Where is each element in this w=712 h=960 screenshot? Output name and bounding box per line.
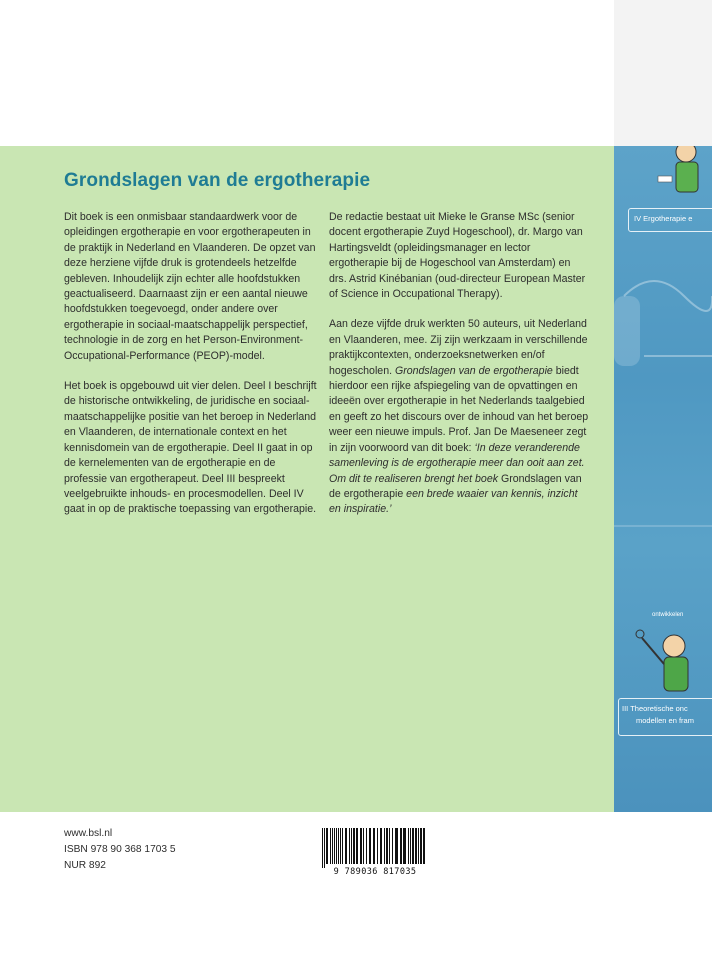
figure-body-bottom	[664, 657, 688, 691]
publisher-website: www.bsl.nl	[64, 828, 113, 839]
barcode-bar	[386, 828, 388, 864]
strip-drawings	[614, 146, 712, 812]
barcode-bar	[418, 828, 419, 864]
top-margin	[0, 0, 712, 146]
strip-shape-1	[614, 296, 640, 366]
left-paragraph-2: Het boek is opgebouwd uit vier delen. Deel I beschrijft de historische ontwikkeling, de juridische en sociaal-maatschappelijke positie van het beroep in Nederland en Vlaanderen, de internationale context en het kennisdomein van de ergotherapie. Deel II gaat in op de kernelementen van de ergotherapie en de professie van ergotherapeut. Deel III bespreekt veelgebruikte inhouds- en procesmodellen. Deel IV gaat in op de praktische toepassing van ergotherapie.	[64, 380, 317, 516]
barcode-bar	[395, 828, 398, 864]
barcode-bar	[373, 828, 375, 864]
nur-code: NUR 892	[64, 860, 106, 871]
right-p2-text-c: biedt hierdoor een rijke afspiegeling van de opvattingen en ideeën over ergotherapie in het Nederlands taalgebied en geeft zo het discours over de inhoud van het beroep weer een nieuwe impuls. Prof. Jan De Maeseneer zegt in zijn voorwoord van dit boek:	[329, 364, 589, 454]
barcode-bar	[349, 828, 350, 864]
barcode-bar	[380, 828, 382, 864]
publisher-info	[64, 826, 176, 874]
barcode-bar	[410, 828, 411, 864]
barcode-bar	[400, 828, 402, 864]
barcode-bar	[342, 828, 343, 864]
right-p2-text-a: Aan deze vijfde druk werkten 50 auteurs, uit Nederland en Vlaanderen, mee. Zij zijn werkzaam in verschillende praktijkcontexten, onderzoeksnetwerken en/of hogescholen.	[329, 318, 588, 377]
barcode-bars	[314, 826, 436, 868]
barcode-bar	[415, 828, 417, 864]
figure-body-top	[676, 162, 698, 192]
barcode-bar	[336, 828, 337, 864]
barcode-bar	[330, 828, 331, 864]
barcode-bar	[408, 828, 409, 864]
barcode-bar	[326, 828, 328, 864]
figure-head-bottom	[663, 635, 685, 657]
barcode-guard-bar	[322, 828, 323, 868]
cover-top-edge	[614, 0, 712, 146]
barcode-bar	[334, 828, 335, 864]
barcode-bar	[384, 828, 385, 864]
barcode-bar	[392, 828, 393, 864]
barcode-digits: 9 789036 817035	[333, 867, 417, 877]
right-paragraph-2	[329, 317, 591, 517]
barcode-bar	[356, 828, 358, 864]
book-title: Grondslagen van de ergotherapie	[64, 170, 371, 191]
description-right-column	[329, 210, 591, 533]
description-left-column	[64, 210, 320, 533]
strip-label-bottom-2: modellen en fram	[636, 716, 694, 725]
barcode-bar	[412, 828, 414, 864]
right-p2-text-e: Grondslagen van de ergotherapie	[329, 472, 582, 500]
barcode-bar	[389, 828, 390, 864]
barcode-bar	[420, 828, 422, 864]
barcode-bar	[403, 828, 406, 864]
figure-arm	[642, 638, 664, 664]
barcode-bar	[360, 828, 362, 864]
barcode-bar	[345, 828, 347, 864]
barcode-bar	[366, 828, 367, 864]
figure-ball	[636, 630, 644, 638]
barcode-bar	[377, 828, 378, 864]
barcode-bar	[332, 828, 333, 864]
barcode-bar	[351, 828, 352, 864]
cover-illustration-strip	[614, 146, 712, 812]
barcode-bar	[423, 828, 425, 864]
right-p2-book-title: Grondslagen van de ergotherapie	[394, 364, 553, 377]
left-paragraph-1: Dit boek is een onmisbaar standaardwerk voor de opleidingen ergotherapie en voor ergotherapeuten in de praktijk in Nederland en Vlaanderen. De opzet van deze herziene vijfde druk is grotendeels hetzelfde gebleven. Inhoudelijk zijn echter alle hoofdstukken geactualiseerd. Daarnaast zijn er een aantal nieuwe hoofdstukken toegevoegd, onder andere over ergotherapie in sociaal-maatschappelijk perspectief, technologie in de zorg en het Person-Environment-Occupational-Performance (PEOP)-model.	[64, 211, 316, 362]
figure-tag	[658, 176, 672, 182]
right-p2-quote-1: ‘In deze veranderende samenleving is de ergotherapie meer dan ooit aan zet. Om dit te realiseren brengt het boek	[329, 441, 585, 485]
barcode-bar	[338, 828, 339, 864]
right-p2-quote-2: een brede waaier van kennis, inzicht en inspiratie.’	[329, 487, 578, 516]
strip-label-small: ontwikkelen	[652, 612, 684, 618]
right-paragraph-1: De redactie bestaat uit Mieke le Granse MSc (senior docent ergotherapie Zuyd Hogeschool), dr. Margo van Hartingsveldt (opleidingsmanager en lector ergotherapie bij de Hogeschool van Amsterdam) en drs. Astrid Kinébanian (oud-directeur European Master of Science in Occupational Therapy).	[329, 211, 586, 301]
barcode-bar	[353, 828, 355, 864]
strip-label-bottom-1: III Theoretische onc	[622, 704, 688, 713]
figure-head-top	[676, 146, 696, 162]
isbn: ISBN 978 90 368 1703 5	[64, 844, 176, 855]
barcode-bar	[340, 828, 341, 864]
barcode-guard-bar	[324, 828, 325, 868]
strip-label-top: IV Ergotherapie e	[634, 214, 693, 223]
barcode-bar	[369, 828, 371, 864]
barcode-bar	[363, 828, 364, 864]
barcode	[314, 826, 436, 880]
